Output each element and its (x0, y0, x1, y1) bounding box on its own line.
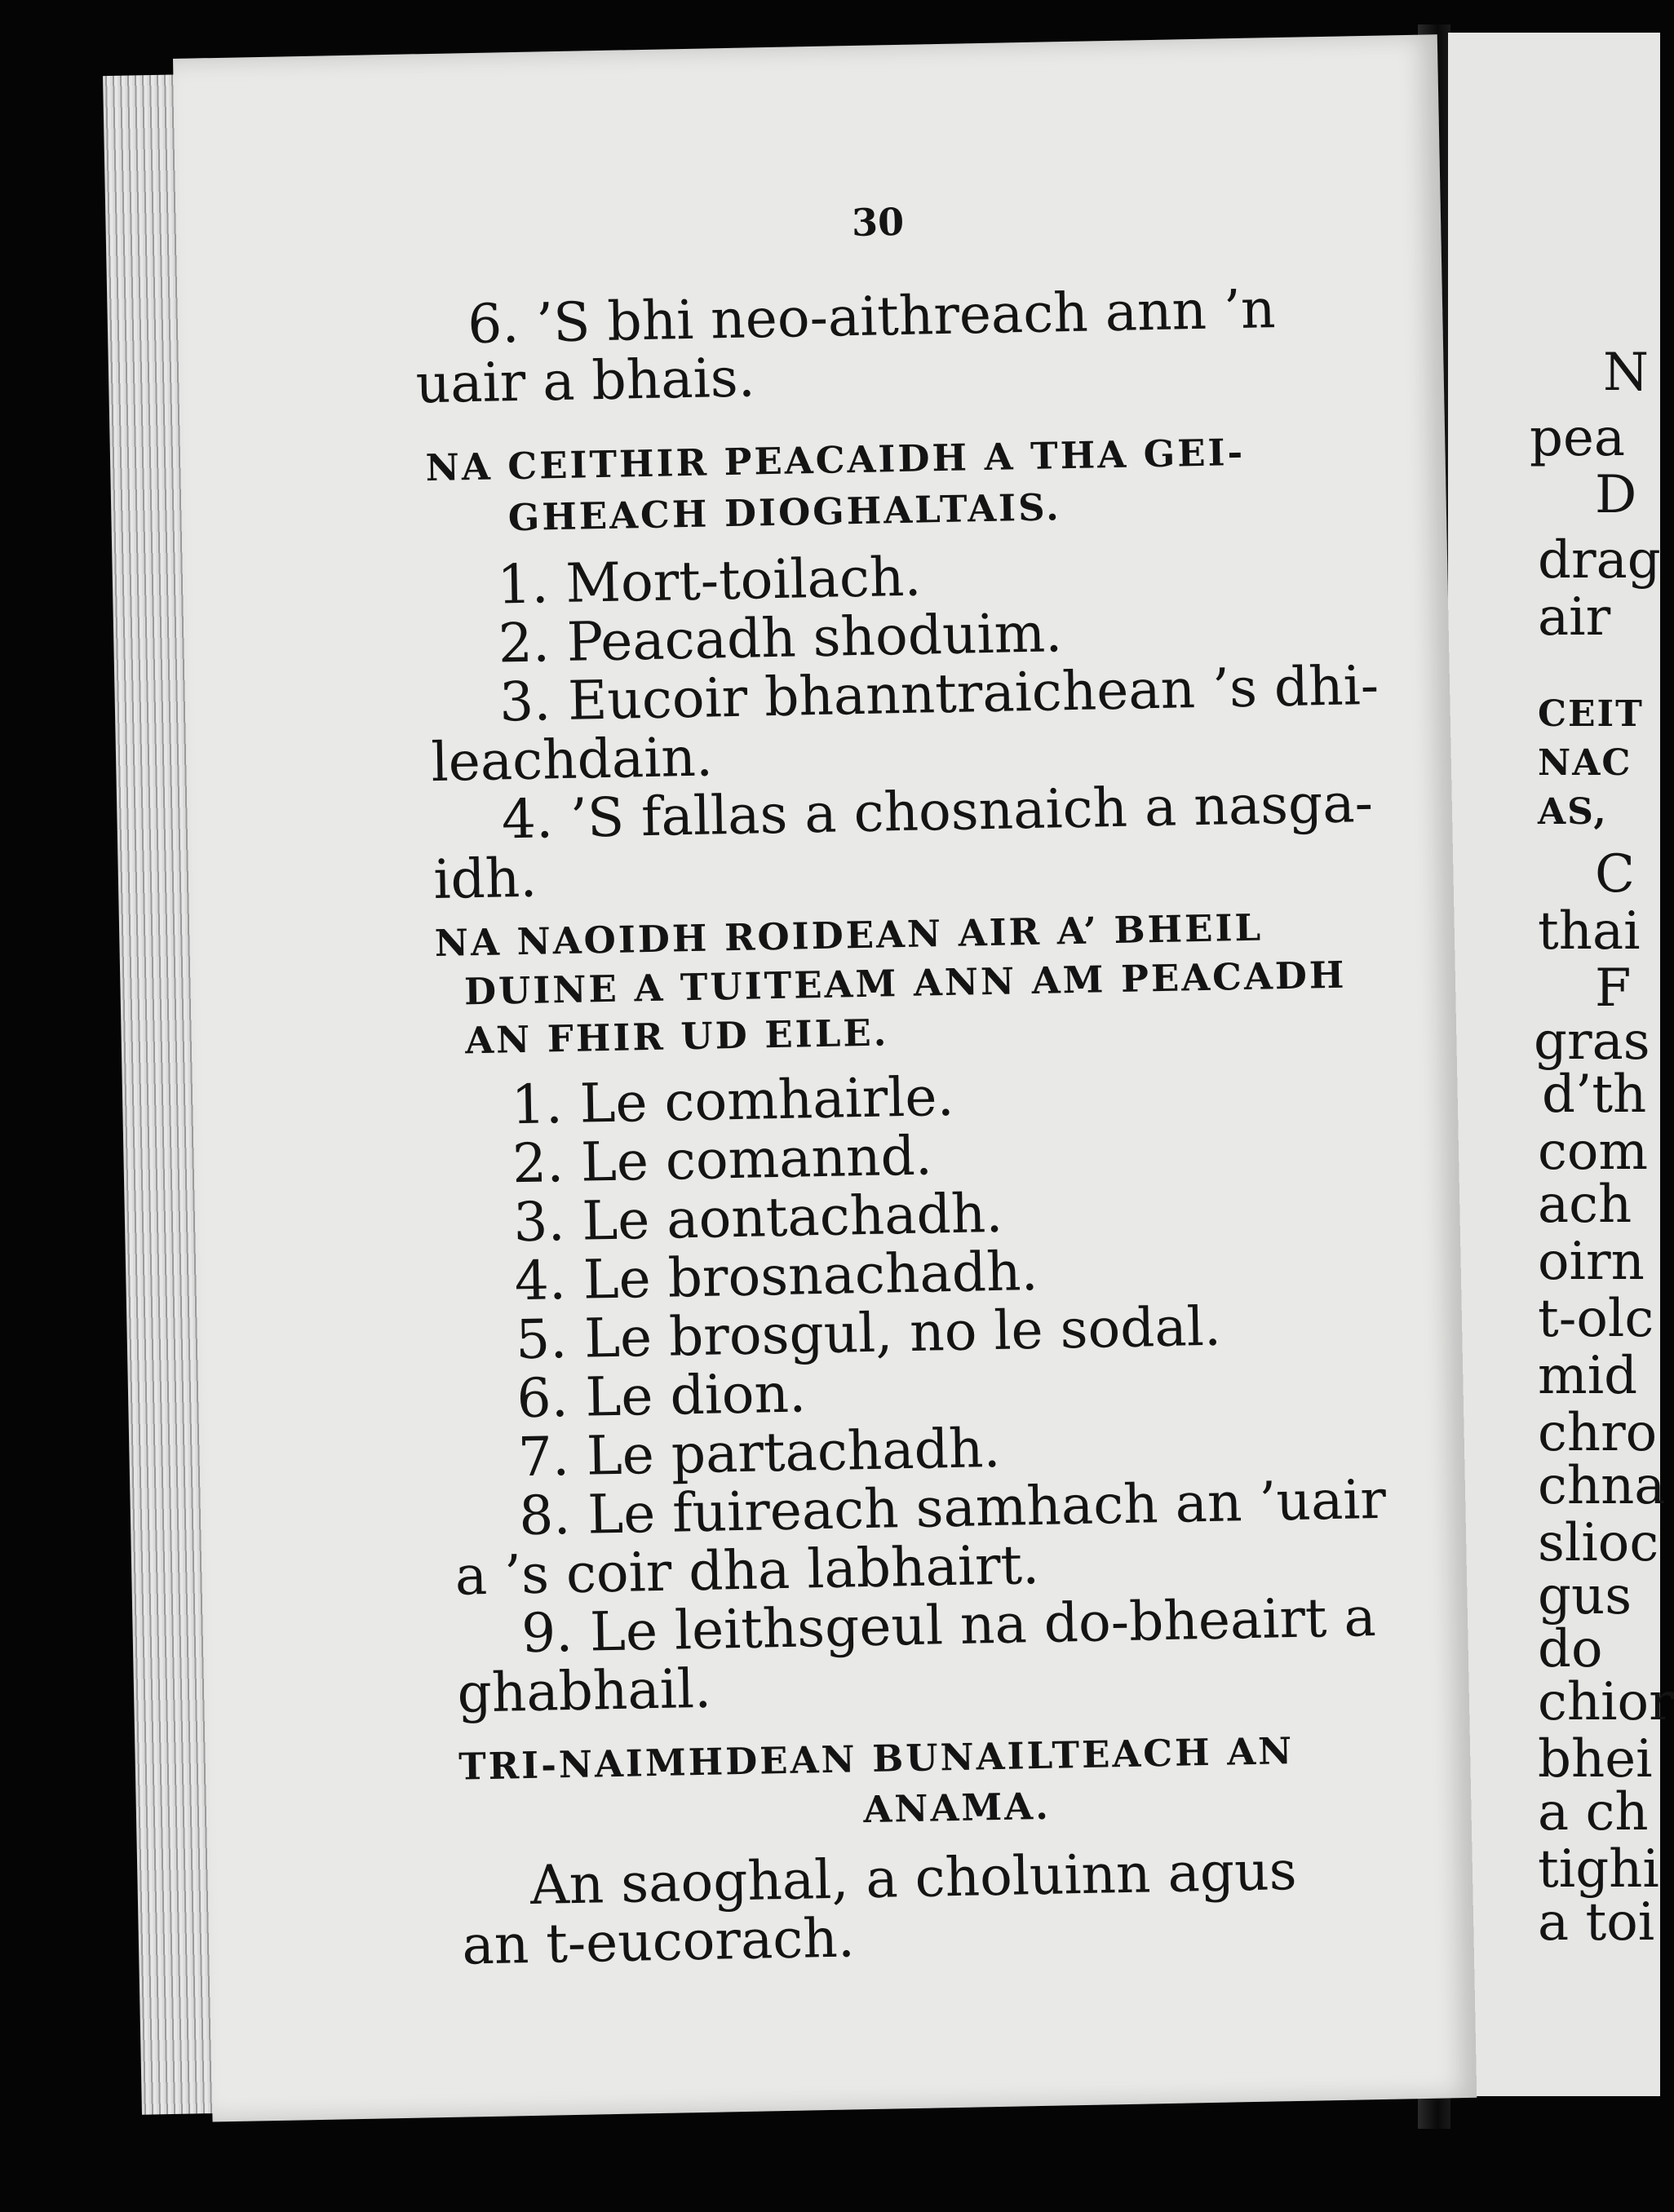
right-fragment: N (1603, 343, 1649, 403)
list-item: 4. ’S fallas a chosnaich a nasga- (501, 771, 1374, 852)
right-fragment: gras (1534, 1011, 1650, 1072)
paragraph-line: An saoghal, a choluinn agus (529, 1838, 1298, 1917)
right-fragment: slioc (1538, 1513, 1659, 1573)
list-item-continuation: ghabhail. (456, 1657, 712, 1725)
right-fragment: drag (1538, 530, 1661, 591)
list-item-continuation: a ’s coir dha labhairt. (454, 1533, 1040, 1608)
list-item: 5. Le brosgul, no le sodal. (515, 1294, 1222, 1372)
list-item: 6. Le dion. (516, 1361, 807, 1431)
right-fragment: thai (1538, 901, 1641, 962)
list-item: 3. Eucoir bhanntraichean ’s dhi- (498, 653, 1380, 734)
section-heading: NA NAOIDH ROIDEAN AIR A’ BHEIL (434, 905, 1264, 966)
page-number: 30 (851, 199, 905, 246)
paragraph-line: an t-eucorach. (461, 1906, 856, 1977)
list-item: 7. Le partachadh. (517, 1416, 1002, 1489)
right-fragment: do (1538, 1619, 1603, 1679)
list-item: 2. Peacadh shoduim. (498, 601, 1063, 675)
right-fragment: pea (1530, 408, 1625, 468)
right-fragment: chior (1538, 1672, 1674, 1732)
section-heading: ANAMA. (862, 1784, 1052, 1832)
list-item-continuation: idh. (432, 846, 538, 912)
left-page (173, 34, 1477, 2121)
list-item: 8. Le fuireach samhach an ’uair (518, 1467, 1387, 1548)
right-fragment: F (1595, 958, 1632, 1019)
right-fragment: oirn (1538, 1232, 1645, 1292)
right-fragment: a toi (1538, 1892, 1655, 1953)
right-fragment: tighi (1538, 1839, 1659, 1900)
right-fragment: ach (1538, 1175, 1632, 1235)
right-fragment: t-olc (1538, 1289, 1654, 1349)
section-heading: AN FHIR UD EILE. (464, 1011, 889, 1063)
right-fragment: NAC (1538, 742, 1632, 784)
right-fragment: d’th (1542, 1064, 1647, 1125)
right-fragment: air (1538, 587, 1611, 648)
right-fragment: AS, (1538, 791, 1608, 833)
section-heading: NA CEITHIR PEACAIDH A THA GEI- (425, 430, 1246, 490)
section-heading: TRI-NAIMHDEAN BUNAILTEACH AN (458, 1729, 1295, 1789)
right-page (1448, 33, 1674, 2096)
right-fragment: C (1595, 844, 1635, 905)
right-fragment: mid (1538, 1346, 1638, 1406)
text-line: uair a bhais. (414, 346, 756, 416)
right-fragment: com (1538, 1121, 1649, 1182)
list-item: 9. Le leithsgeul na do-bheairt a (520, 1586, 1377, 1666)
right-fragment: chna (1538, 1456, 1666, 1516)
right-fragment: bhei (1538, 1729, 1653, 1790)
right-fragment: a ch (1538, 1782, 1649, 1843)
list-item: 1. Mort-toilach. (496, 545, 923, 617)
list-item: 2. Le comannd. (512, 1124, 933, 1196)
list-item: 3. Le aontachadh. (512, 1181, 1003, 1254)
section-heading: DUINE A TUITEAM ANN AM PEACADH (463, 953, 1347, 1014)
right-fragment: gus (1538, 1566, 1632, 1626)
list-item: 1. Le comhairle. (510, 1064, 955, 1137)
right-fragment: CEIT (1538, 693, 1644, 735)
section-heading: GHEACH DIOGHALTAIS. (507, 485, 1062, 540)
right-fragment: chro (1538, 1403, 1658, 1463)
right-fragment: D (1595, 465, 1637, 525)
text-line: 6. ’S bhi neo-aithreach ann ’n (467, 277, 1277, 356)
list-item-continuation: leachdain. (430, 725, 714, 794)
list-item: 4. Le brosnachadh. (514, 1239, 1039, 1313)
